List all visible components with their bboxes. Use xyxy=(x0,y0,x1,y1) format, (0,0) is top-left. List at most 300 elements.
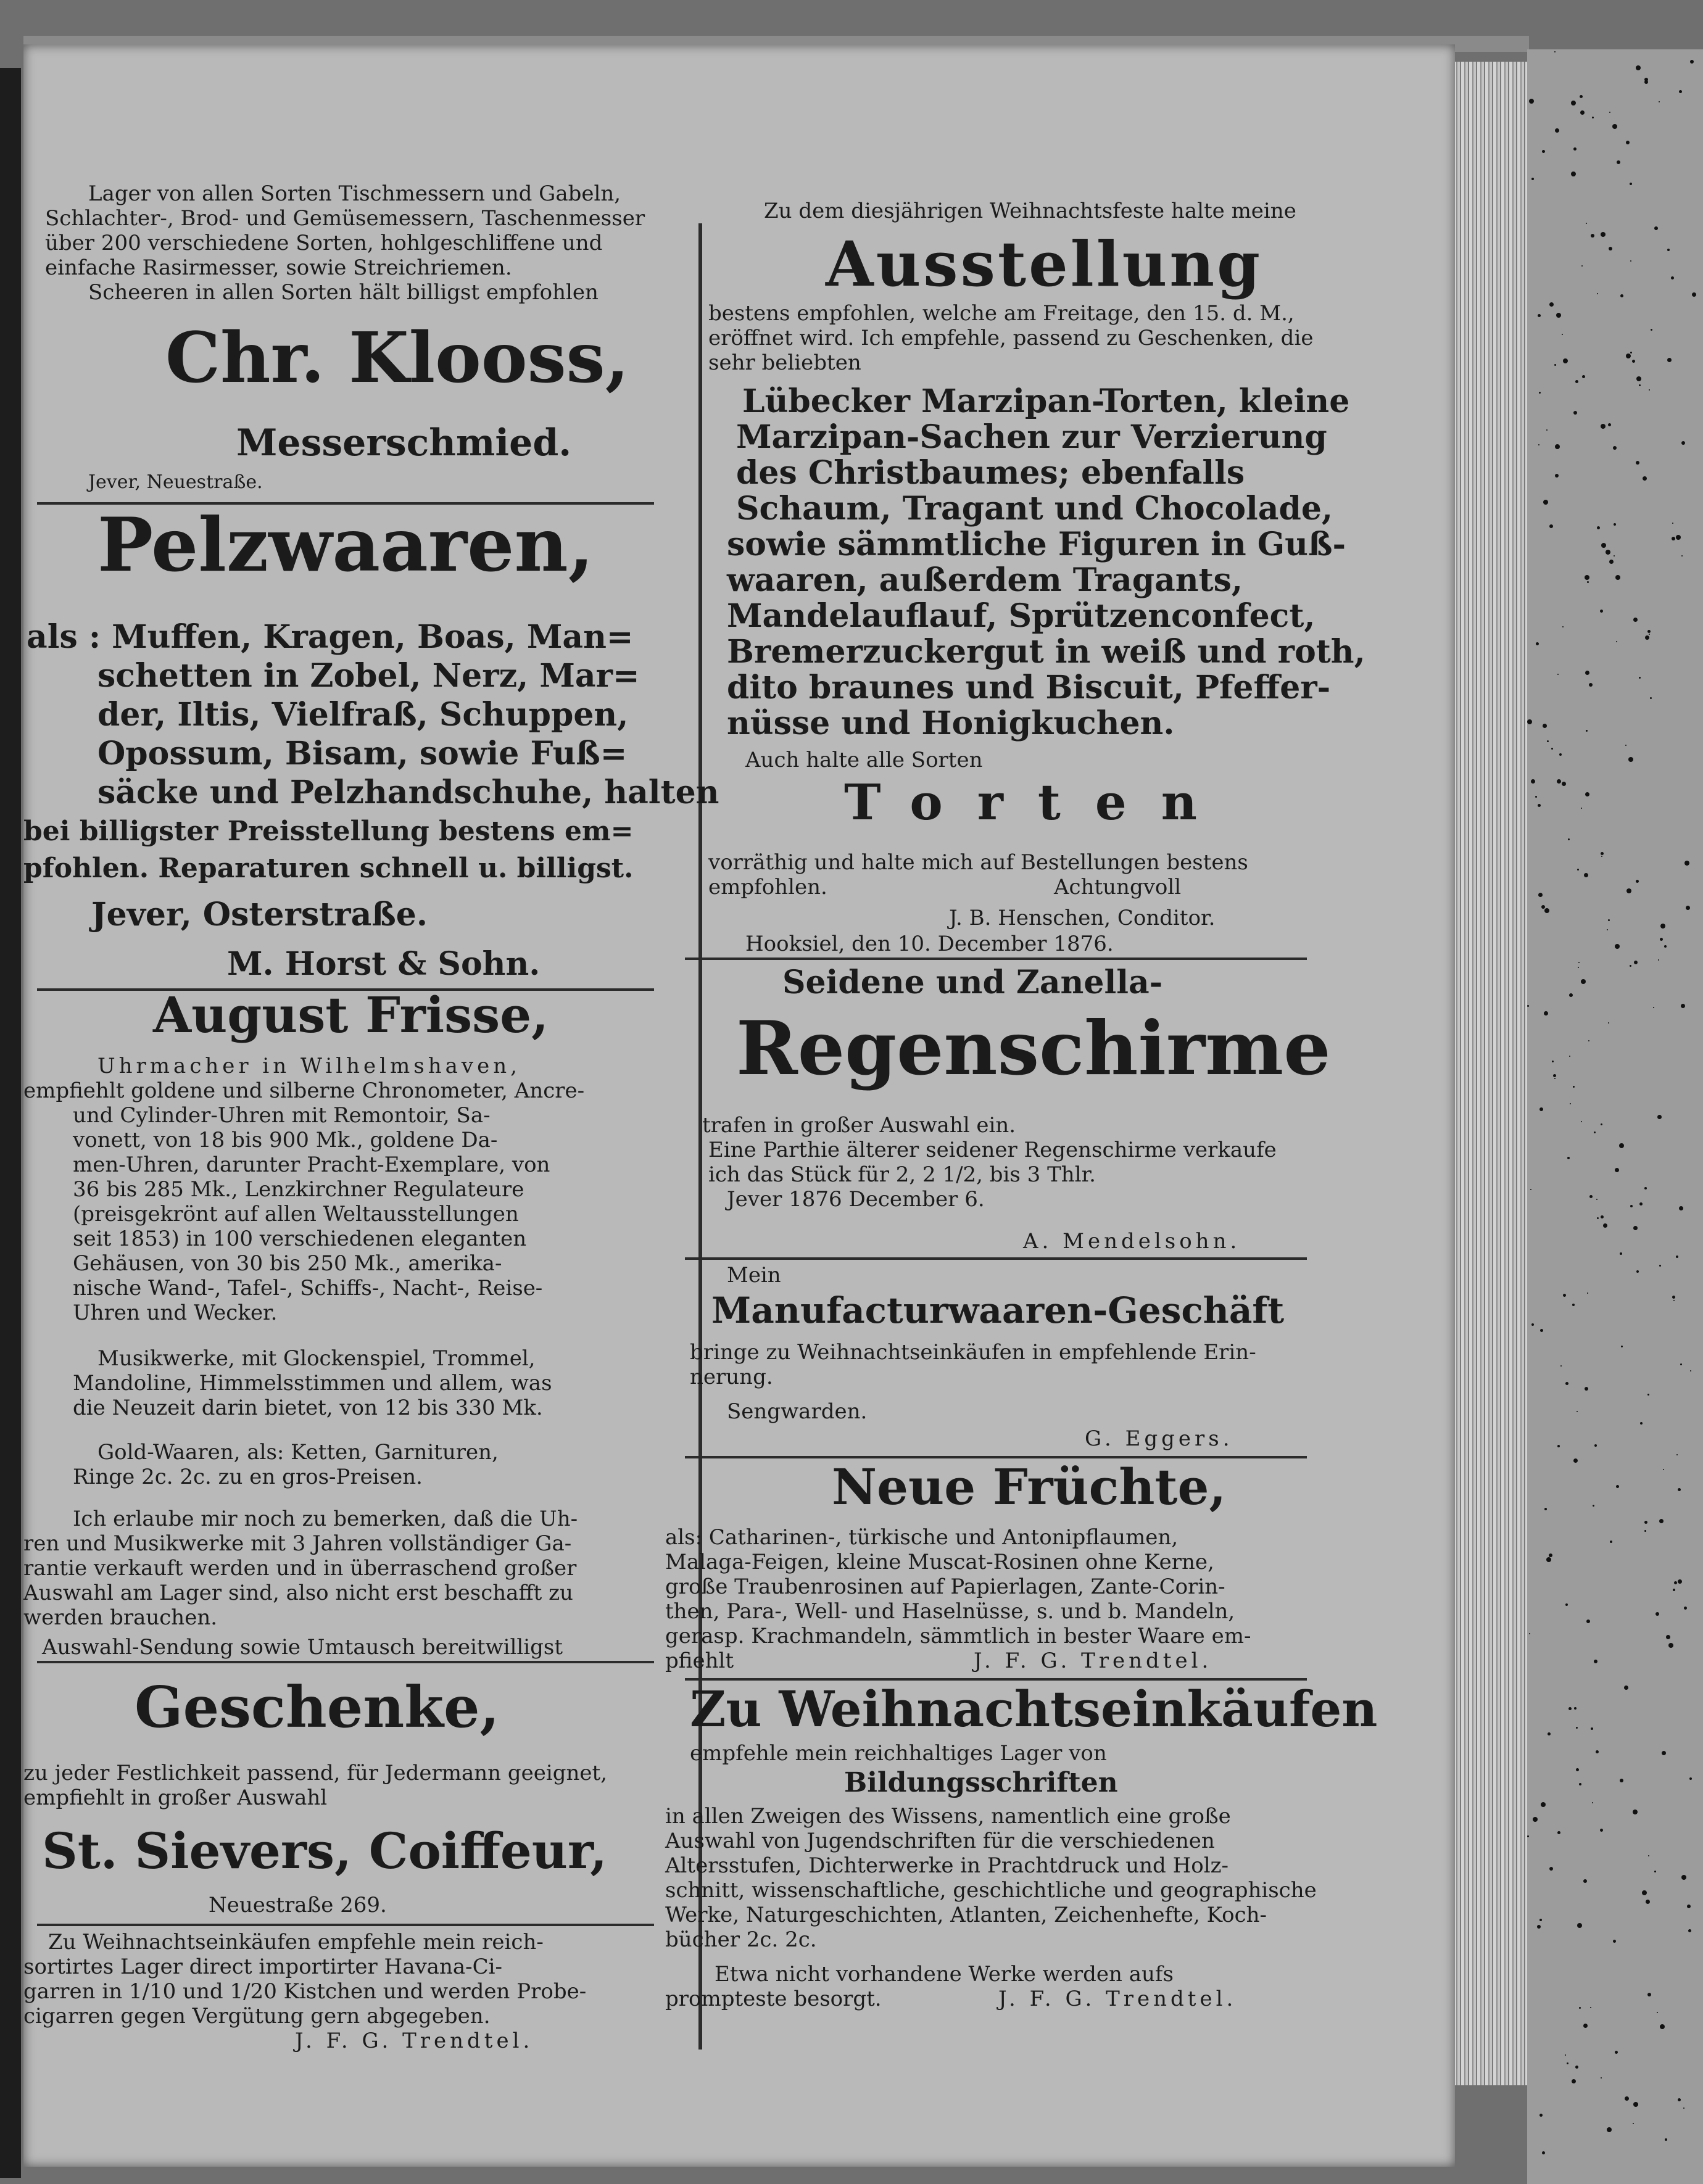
board-speck xyxy=(1654,1871,1656,1872)
ad-text-line: Jever 1876 December 6. xyxy=(727,1187,985,1212)
ad-text-line: Mandelauflauf, Sprützenconfect, xyxy=(727,597,1316,635)
ad-text-line: Musikwerke, mit Glockenspiel, Trommel, xyxy=(97,1346,536,1371)
board-speck xyxy=(1633,2102,1638,2107)
ad-text-line: Auswahl von Jugendschriften für die verschiedenen xyxy=(665,1829,1215,1853)
ad-text-line: pfiehlt xyxy=(665,1648,734,1673)
board-speck xyxy=(1577,869,1579,871)
ad-text-line: als: Catharinen-, türkische und Antonipflaumen, xyxy=(665,1525,1179,1550)
board-speck xyxy=(1565,1603,1568,1606)
ad-text-line: nüsse und Honigkuchen. xyxy=(727,705,1175,742)
board-speck xyxy=(1572,1304,1575,1306)
board-speck xyxy=(1569,993,1573,997)
ad-text-line: nerung. xyxy=(690,1365,773,1389)
ad-text-line: men-Uhren, darunter Pracht-Exemplare, von xyxy=(73,1152,550,1177)
board-speck xyxy=(1607,929,1608,930)
board-speck xyxy=(1557,779,1561,784)
ad-text-line: gerasp. Krachmandeln, sämmtlich in bester Waare em- xyxy=(665,1624,1251,1648)
board-speck xyxy=(1587,581,1589,583)
board-speck xyxy=(1527,1835,1529,1837)
board-speck xyxy=(1529,1633,1530,1634)
board-speck xyxy=(1609,247,1612,250)
board-speck xyxy=(1633,1810,1638,1814)
board-speck xyxy=(1614,555,1615,556)
ad-text-line: then, Para-, Well- und Haselnüsse, s. und b. Mandeln, xyxy=(665,1599,1235,1624)
ad-text-line: Bremerzuckergut in weiß und roth, xyxy=(727,633,1365,671)
board-speck xyxy=(1632,360,1635,363)
board-speck xyxy=(1630,260,1631,262)
board-speck xyxy=(1583,1879,1587,1883)
board-speck xyxy=(1651,329,1652,331)
board-speck xyxy=(1673,1589,1675,1591)
board-speck xyxy=(1589,683,1593,687)
ad-text-line: Lübecker Marzipan-Torten, kleine xyxy=(742,383,1350,420)
ad-signature: A. Mendelsohn. xyxy=(1023,1229,1241,1254)
ad-text-line: schnitt, wissenschaftliche, geschichtliche und geographische xyxy=(665,1878,1317,1903)
ad-text-line: Uhren und Wecker. xyxy=(73,1301,278,1325)
board-speck xyxy=(1539,392,1541,394)
ad-heading-frisse: August Frisse, xyxy=(153,986,549,1044)
board-speck xyxy=(1600,610,1603,613)
board-speck xyxy=(1660,938,1663,941)
ad-text-line: Lager von allen Sorten Tischmessern und Gabeln, xyxy=(88,181,621,206)
board-speck xyxy=(1639,677,1641,679)
ad-text-line: werden brauchen. xyxy=(23,1605,218,1630)
ad-text-line: bei billigster Preisstellung bestens em= xyxy=(23,816,634,847)
board-speck xyxy=(1678,2098,1681,2101)
board-speck xyxy=(1601,232,1606,237)
ad-text-line: Gold-Waaren, als: Ketten, Garnituren, xyxy=(97,1440,499,1465)
ad-text-line: empfiehlt goldene und silberne Chronometer, Ancre- xyxy=(23,1078,585,1103)
newspaper-page xyxy=(23,44,1455,2167)
board-speck xyxy=(1581,265,1583,267)
board-speck xyxy=(1666,1635,1670,1639)
board-speck xyxy=(1616,641,1617,642)
ad-text-line: Scheeren in allen Sorten hält billigst empfohlen xyxy=(88,280,599,305)
ad-heading-geschenke: Geschenke, xyxy=(135,1674,500,1740)
ad-trade: Messerschmied. xyxy=(236,421,572,465)
board-speck xyxy=(1568,1707,1572,1710)
board-speck xyxy=(1571,101,1576,105)
board-speck xyxy=(1620,1779,1623,1782)
board-speck xyxy=(1572,2079,1576,2083)
board-speck xyxy=(1527,1005,1529,1007)
ad-text-line: dito braunes und Biscuit, Pfeffer- xyxy=(727,669,1331,706)
ad-separator xyxy=(685,958,1307,960)
board-speck xyxy=(1608,1022,1609,1024)
board-speck xyxy=(1542,150,1545,153)
board-speck xyxy=(1573,1086,1575,1088)
ad-text-line: Gehäusen, von 30 bis 250 Mk., amerika- xyxy=(73,1251,502,1276)
board-speck xyxy=(1643,476,1647,481)
ad-text-line: seit 1853) in 100 verschiedenen eleganten xyxy=(73,1226,527,1251)
board-speck xyxy=(1589,1195,1593,1198)
board-speck xyxy=(1588,1040,1589,1041)
board-speck xyxy=(1614,523,1616,526)
board-speck xyxy=(1646,1900,1650,1904)
board-speck xyxy=(1576,1727,1578,1729)
board-speck xyxy=(1552,1061,1554,1062)
board-speck xyxy=(1586,1619,1590,1623)
ad-text-line: und Cylinder-Uhren mit Remontoir, Sa- xyxy=(73,1103,491,1128)
board-speck xyxy=(1626,888,1631,893)
board-speck xyxy=(1644,1530,1646,1532)
board-speck xyxy=(1624,1686,1628,1690)
board-speck xyxy=(1596,1199,1597,1200)
ad-text-line: Marzipan-Sachen zur Verzierung xyxy=(736,418,1327,456)
board-speck xyxy=(1630,183,1632,185)
ad-text-line: Uhrmacher in Wilhelmshaven, xyxy=(97,1054,521,1078)
board-speck xyxy=(1538,893,1543,897)
ad-text-line: cigarren gegen Vergütung gern abgegeben. xyxy=(23,2004,491,2029)
board-speck xyxy=(1603,1223,1607,1228)
board-speck xyxy=(1579,1783,1581,1785)
board-speck xyxy=(1640,1422,1643,1425)
board-speck xyxy=(1662,1751,1666,1755)
board-speck xyxy=(1630,965,1631,967)
ad-text-line: ich das Stück für 2, 2 1/2, bis 3 Thlr. xyxy=(708,1162,1096,1187)
board-speck xyxy=(1549,302,1554,307)
board-speck xyxy=(1657,2012,1658,2013)
board-speck xyxy=(1592,117,1594,118)
board-speck xyxy=(1615,2051,1618,2054)
ad-text-line: einfache Rasirmesser, sowie Streichriemen. xyxy=(45,255,512,280)
board-speck xyxy=(1585,575,1589,580)
ad-subheading: Bildungsschriften xyxy=(844,1767,1118,1798)
board-speck xyxy=(1619,1143,1624,1148)
board-speck xyxy=(1578,967,1579,968)
board-speck xyxy=(1555,128,1559,133)
board-speck xyxy=(1676,1255,1678,1258)
board-speck xyxy=(1549,1867,1553,1871)
board-speck xyxy=(1672,1296,1675,1299)
ad-text-line: schetten in Zobel, Nerz, Mar= xyxy=(97,657,640,695)
ad-text-line: garren in 1/10 und 1/20 Kistchen und werden Probe- xyxy=(23,1979,587,2004)
board-speck xyxy=(1684,1607,1687,1610)
board-speck xyxy=(1630,1205,1633,1207)
board-speck xyxy=(1539,1919,1542,1921)
board-speck xyxy=(1676,535,1681,540)
board-speck xyxy=(1531,779,1535,784)
board-speck xyxy=(1644,1521,1647,1524)
board-speck xyxy=(1597,293,1598,294)
board-speck xyxy=(1660,2024,1665,2029)
board-speck xyxy=(1659,1265,1661,1267)
board-speck xyxy=(1549,524,1553,528)
ad-text-line: empfehle mein reichhaltiges Lager von xyxy=(690,1741,1107,1766)
ad-text-line: trafen in großer Auswahl ein. xyxy=(702,1113,1016,1138)
ad-heading-regenschirme: Regenschirme xyxy=(736,1005,1331,1092)
board-speck xyxy=(1563,1294,1566,1297)
board-speck xyxy=(1547,740,1549,742)
board-speck xyxy=(1586,730,1588,732)
board-speck xyxy=(1543,724,1547,728)
board-speck xyxy=(1554,364,1556,366)
board-speck xyxy=(1609,560,1614,564)
board-speck xyxy=(1690,1370,1691,1371)
board-speck xyxy=(1557,674,1559,675)
board-speck xyxy=(1555,444,1560,449)
board-speck xyxy=(1686,906,1690,910)
board-speck xyxy=(1616,1485,1619,1488)
board-speck xyxy=(1557,1445,1560,1447)
ad-text-line: sehr beliebten xyxy=(708,350,861,375)
board-speck xyxy=(1539,1107,1543,1111)
board-speck xyxy=(1647,630,1651,633)
board-speck xyxy=(1554,51,1556,52)
board-speck xyxy=(1680,1363,1682,1365)
ad-text-line: bücher 2c. 2c. xyxy=(665,1927,817,1952)
board-speck xyxy=(1673,1300,1675,1301)
board-speck xyxy=(1590,2007,1591,2008)
ad-text-line: Zu dem diesjährigen Weihnachtsfeste halte meine xyxy=(764,199,1296,223)
board-speck xyxy=(1636,376,1641,381)
board-speck xyxy=(1585,671,1589,675)
ad-separator xyxy=(37,1661,654,1663)
board-speck xyxy=(1535,796,1537,798)
board-speck xyxy=(1615,944,1620,949)
board-speck xyxy=(1601,856,1602,857)
ad-text-line: Werke, Naturgeschichten, Atlanten, Zeichenhefte, Koch- xyxy=(665,1903,1267,1927)
board-speck xyxy=(1565,1382,1568,1385)
board-speck xyxy=(1583,2024,1588,2028)
board-speck xyxy=(1578,962,1580,963)
board-speck xyxy=(1615,1168,1619,1172)
ad-text-line: in allen Zweigen des Wissens, namentlich eine große xyxy=(665,1804,1231,1829)
ad-text-line: des Christbaumes; ebenfalls xyxy=(736,454,1245,492)
board-speck xyxy=(1644,1187,1647,1189)
board-speck xyxy=(1615,575,1620,580)
ad-text-line: Auswahl-Sendung sowie Umtausch bereitwilligst xyxy=(42,1635,563,1660)
board-speck xyxy=(1647,1394,1649,1396)
board-speck xyxy=(1608,423,1611,426)
board-speck xyxy=(1658,959,1659,961)
ad-signature: J. B. Henschen, Conditor. xyxy=(949,906,1216,930)
board-speck xyxy=(1585,792,1589,796)
board-speck xyxy=(1548,1732,1551,1735)
board-speck xyxy=(1639,384,1641,386)
board-speck xyxy=(1597,526,1600,529)
ad-signature: M. Horst & Sohn. xyxy=(227,945,541,983)
ad-text-line: Etwa nicht vorhandene Werke werden aufs xyxy=(715,1962,1174,1987)
board-speck xyxy=(1539,2114,1543,2117)
board-speck xyxy=(1647,1993,1651,1996)
board-speck xyxy=(1591,234,1594,238)
ad-text-line: Auch halte alle Sorten xyxy=(745,748,983,772)
ad-dateline: Hooksiel, den 10. December 1876. xyxy=(745,932,1114,956)
board-speck xyxy=(1610,1541,1612,1543)
ad-name-kloss: Chr. Klooss, xyxy=(165,318,629,399)
board-speck xyxy=(1567,1157,1570,1159)
board-speck xyxy=(1601,2077,1602,2079)
board-speck xyxy=(1630,352,1632,354)
board-speck xyxy=(1633,1226,1638,1230)
board-speck xyxy=(1570,1103,1571,1104)
board-speck xyxy=(1584,873,1588,877)
board-speck xyxy=(1544,908,1549,913)
board-speck xyxy=(1562,334,1563,335)
board-speck xyxy=(1554,1078,1556,1079)
ad-text-line: über 200 verschiedene Sorten, hohlgeschliffene und xyxy=(45,231,603,255)
board-speck xyxy=(1573,147,1577,151)
board-speck xyxy=(1636,461,1639,465)
ad-text-line: Ringe 2c. 2c. zu en gros-Preisen. xyxy=(73,1465,423,1489)
ad-text-line: Ich erlaube mir noch zu bemerken, daß die Uh- xyxy=(73,1507,578,1531)
ad-heading-manufacturwaaren: Manufacturwaaren-Geschäft xyxy=(711,1289,1285,1331)
ad-text-line: zu jeder Festlichkeit passend, für Jedermann geeignet, xyxy=(23,1761,607,1785)
board-speck xyxy=(1672,523,1673,524)
board-speck xyxy=(1639,1202,1643,1206)
board-speck xyxy=(1601,852,1604,855)
board-speck xyxy=(1650,697,1652,699)
ad-heading-torten: Torten xyxy=(844,773,1232,831)
board-speck xyxy=(1689,1777,1692,1780)
board-speck xyxy=(1600,1829,1603,1832)
board-speck xyxy=(1672,537,1675,540)
board-speck xyxy=(1634,961,1638,964)
ad-address: Jever, Neuestraße. xyxy=(88,471,263,493)
board-speck xyxy=(1609,112,1610,113)
board-speck xyxy=(1642,1890,1647,1895)
ad-text-line: Eine Parthie älterer seidener Regenschirme verkaufe xyxy=(708,1138,1277,1162)
board-speck xyxy=(1660,924,1665,929)
board-speck xyxy=(1527,719,1532,724)
ad-regards: Achtungvoll xyxy=(1054,875,1182,900)
board-speck xyxy=(1626,354,1631,358)
board-speck xyxy=(1574,1707,1577,1710)
board-speck xyxy=(1683,2107,1684,2109)
board-speck xyxy=(1649,389,1650,391)
board-speck xyxy=(1668,1643,1673,1648)
ad-text-line: prompteste besorgt. xyxy=(665,1987,882,2011)
ad-text-line: säcke und Pelzhandschuhe, halten xyxy=(97,774,719,811)
board-speck xyxy=(1633,2123,1634,2124)
board-speck xyxy=(1659,1519,1664,1523)
board-speck xyxy=(1592,1802,1593,1803)
ad-text-line: sortirtes Lager direct importirter Havana-Ci- xyxy=(23,1954,502,1979)
board-speck xyxy=(1581,808,1582,809)
ad-text-line: 36 bis 285 Mk., Lenzkirchner Regulateure xyxy=(73,1177,524,1202)
speckled-binding-board xyxy=(1527,49,1703,2184)
board-speck xyxy=(1562,782,1566,786)
ad-text-line: waaren, außerdem Tragants, xyxy=(727,561,1243,599)
board-speck xyxy=(1541,905,1545,909)
board-speck xyxy=(1678,1488,1681,1491)
board-speck xyxy=(1690,60,1694,64)
board-speck xyxy=(1563,358,1568,363)
board-speck xyxy=(1636,880,1639,883)
ad-text-line: bringe zu Weihnachtseinkäufen in empfehlende Erin- xyxy=(690,1340,1256,1365)
board-speck xyxy=(1667,358,1672,362)
board-speck xyxy=(1579,2007,1581,2009)
board-speck xyxy=(1625,745,1626,746)
ad-text-line: Zu Weihnachtseinkäufen empfehle mein reich- xyxy=(48,1930,544,1954)
ad-text-line: bestens empfohlen, welche am Freitage, den 15. d. M., xyxy=(708,301,1295,326)
board-speck xyxy=(1575,2066,1578,2069)
ad-text-line: sowie sämmtliche Figuren in Guß- xyxy=(727,526,1346,563)
ad-text-line: als : Muffen, Kragen, Boas, Man= xyxy=(27,618,634,656)
board-speck xyxy=(1655,1612,1659,1616)
board-speck xyxy=(1577,1411,1578,1412)
board-speck xyxy=(1581,1121,1582,1122)
ad-subheading: Seidene und Zanella- xyxy=(782,964,1163,1001)
board-speck xyxy=(1538,804,1541,807)
board-speck xyxy=(1612,124,1617,129)
board-speck xyxy=(1544,1508,1547,1510)
board-speck xyxy=(1601,543,1606,548)
ad-text-line: vorräthig und halte mich auf Bestellungen bestens xyxy=(708,850,1248,875)
ad-text-line: Schlachter-, Brod- und Gemüsemessern, Taschenmesser xyxy=(45,206,645,231)
ad-signature: J. F. G. Trendtel. xyxy=(974,1648,1212,1673)
ad-text-line: Mandoline, Himmelsstimmen und allem, was xyxy=(73,1371,552,1396)
board-speck xyxy=(1601,1215,1604,1218)
board-speck xyxy=(1568,838,1570,840)
board-speck xyxy=(1529,99,1534,104)
page-edge-stack xyxy=(1453,62,1527,2085)
board-speck xyxy=(1606,550,1610,555)
board-speck xyxy=(1681,1875,1686,1880)
board-speck xyxy=(1555,474,1559,478)
ad-text-line: Auswahl am Lager sind, also nicht erst beschafft zu xyxy=(23,1581,573,1605)
board-speck xyxy=(1681,441,1685,445)
ad-text-line: Mein xyxy=(727,1263,781,1288)
board-speck xyxy=(1613,1940,1616,1943)
board-speck xyxy=(1663,1469,1664,1470)
board-speck xyxy=(1594,1444,1597,1447)
ad-address: Neuestraße 269. xyxy=(209,1893,387,1917)
board-speck xyxy=(1667,249,1670,251)
ad-text-line: empfiehlt in großer Auswahl xyxy=(23,1785,328,1810)
ad-heading-neue-fruechte: Neue Früchte, xyxy=(832,1458,1227,1516)
board-speck xyxy=(1625,2096,1629,2101)
board-speck xyxy=(1649,634,1650,635)
ad-heading-weihnachtseinkaeufe: Zu Weihnachtseinkäufen xyxy=(690,1680,1378,1738)
ad-text-line: Schaum, Tragant und Chocolade, xyxy=(736,490,1333,527)
board-speck xyxy=(1546,429,1548,431)
board-speck xyxy=(1544,1011,1548,1015)
ad-signature: J. F. G. Trendtel. xyxy=(998,1987,1237,2011)
board-speck xyxy=(1644,80,1648,84)
ad-text-line: Altersstufen, Dichterwerke in Prachtdruck und Holz- xyxy=(665,1853,1229,1878)
board-speck xyxy=(1573,411,1577,415)
board-speck xyxy=(1626,141,1630,144)
board-speck xyxy=(1533,1817,1538,1822)
board-speck xyxy=(1536,642,1539,645)
ad-heading-pelzwaaren: Pelzwaaren, xyxy=(97,502,594,589)
board-speck xyxy=(1676,1454,1678,1455)
ad-signature: G. Eggers. xyxy=(1085,1426,1233,1451)
board-speck xyxy=(1692,292,1696,297)
board-speck xyxy=(1538,444,1539,445)
board-speck xyxy=(1571,172,1576,176)
board-speck xyxy=(1582,375,1585,378)
board-speck xyxy=(1540,1329,1543,1332)
ad-text-line: große Traubenrosinen auf Papierlagen, Zante-Corin- xyxy=(665,1574,1225,1599)
ad-text-line: Malaga-Feigen, kleine Muscat-Rosinen ohne Kerne, xyxy=(665,1550,1214,1574)
board-speck xyxy=(1601,424,1606,429)
board-speck xyxy=(1551,748,1553,750)
board-speck xyxy=(1607,2127,1612,2132)
board-speck xyxy=(1679,90,1682,93)
ad-text-line: (preisgekrönt auf allen Weltausstellungen xyxy=(73,1202,519,1226)
board-speck xyxy=(1565,2054,1566,2056)
board-speck xyxy=(1628,757,1633,762)
board-speck xyxy=(1549,1553,1552,1557)
board-speck xyxy=(1687,1905,1691,1908)
board-speck xyxy=(1557,1831,1560,1834)
board-speck xyxy=(1665,2138,1667,2141)
board-speck xyxy=(1542,2151,1545,2154)
ad-text-line: pfohlen. Reparaturen schnell u. billigst. xyxy=(23,853,634,884)
